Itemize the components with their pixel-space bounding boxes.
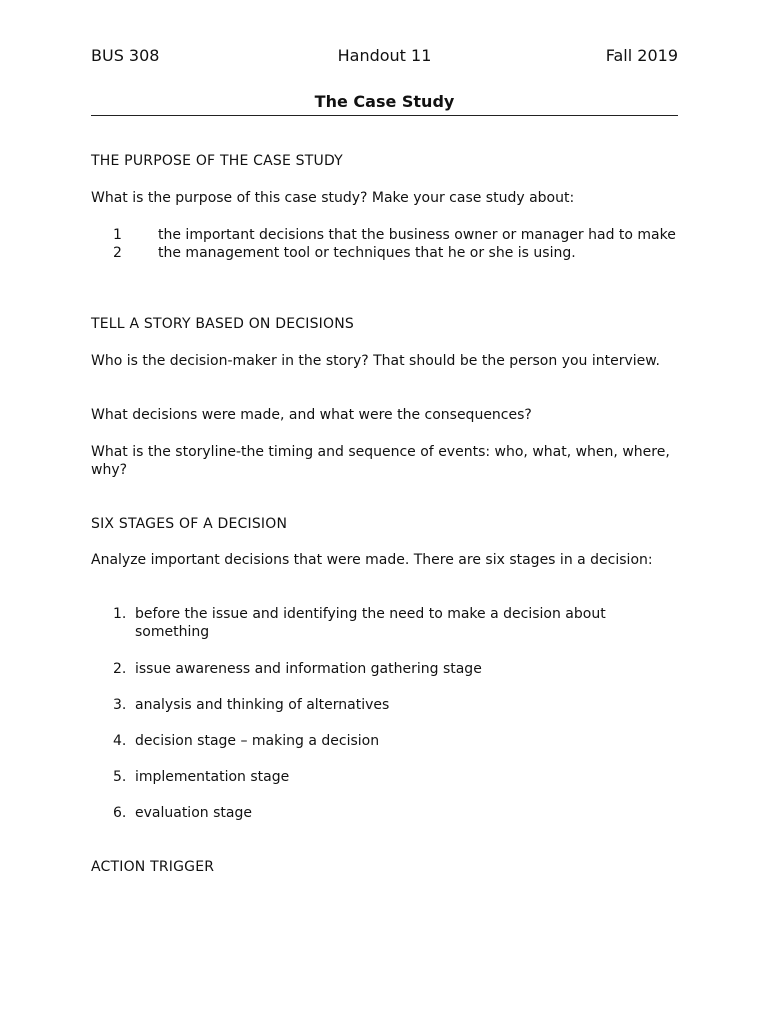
purpose-intro: What is the purpose of this case study? Make your case study about: [91,190,575,206]
list-item [91,605,678,641]
list-item-number: 1 [113,227,122,243]
list-item-number: 2. [113,661,127,677]
list-item-text: before the issue and identifying the need to make a decision about something [135,606,606,640]
list-item-number: 4. [113,733,127,749]
list-item [91,226,678,244]
term-label: Fall 2019 [605,46,678,65]
story-paragraph-3: What is the storyline-the timing and sequence of events: who, what, when, where, why? [91,444,670,478]
list-item-number: 2 [113,245,122,261]
title-divider [91,115,678,116]
stages-intro: Analyze important decisions that were made. There are six stages in a decision: [91,552,653,568]
course-code: BUS 308 [91,46,160,65]
story-paragraph-2: What decisions were made, and what were the consequences? [91,407,532,423]
list-item-text: implementation stage [135,769,290,785]
document-title: The Case Study [314,92,455,111]
section-heading-story: TELL A STORY BASED ON DECISIONS [91,316,354,332]
story-paragraph-1: Who is the decision-maker in the story? That should be the person you interview. [91,353,660,369]
list-item [91,244,678,262]
handout-number: Handout 11 [337,46,432,65]
page-header [91,46,678,68]
list-item-text: decision stage – making a decision [135,733,380,749]
list-item-text: the important decisions that the business owner or manager had to make [158,227,676,243]
list-item-text: issue awareness and information gathering stage [135,661,482,677]
list-item [91,696,678,714]
list-item-text: the management tool or techniques that he or she is using. [158,245,576,261]
list-item-text: analysis and thinking of alternatives [135,697,390,713]
list-item-number: 5. [113,769,127,785]
list-item [91,768,678,786]
purpose-list [91,226,678,262]
list-item-number: 1. [113,606,127,622]
list-item-number: 3. [113,697,127,713]
section-heading-action-trigger: ACTION TRIGGER [91,859,215,875]
list-item [91,804,678,822]
section-heading-purpose: THE PURPOSE OF THE CASE STUDY [91,153,343,169]
list-item-number: 6. [113,805,127,821]
section-heading-stages: SIX STAGES OF A DECISION [91,516,288,532]
list-item-text: evaluation stage [135,805,252,821]
list-item [91,732,678,750]
list-item [91,660,678,678]
